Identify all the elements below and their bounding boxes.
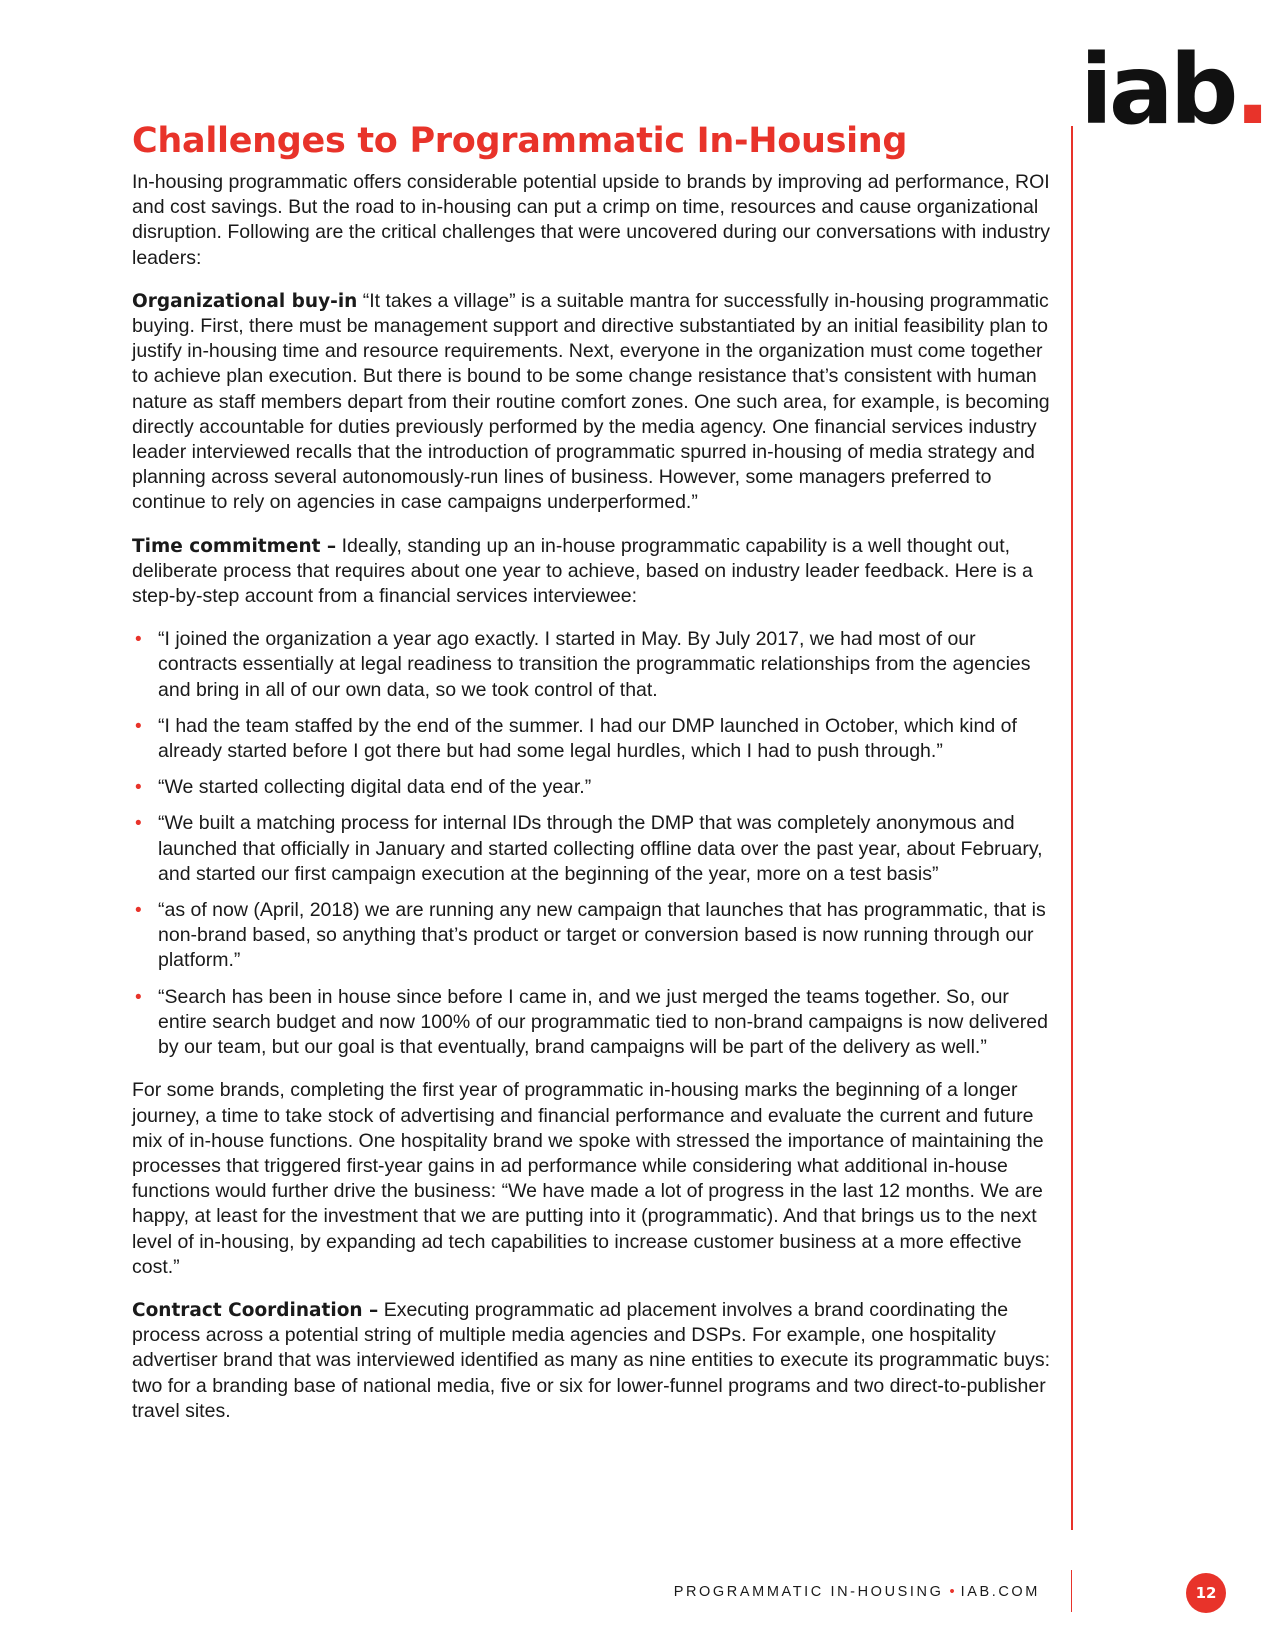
- list-item-text: “as of now (April, 2018) we are running any new campaign that launches that has programmatic, that is non-brand based, so anything that’s product or target or conversion based is now running through our platform.”: [158, 899, 1046, 972]
- footer-title: PROGRAMMATIC IN-HOUSING: [673, 1584, 944, 1600]
- list-item: [132, 811, 1052, 887]
- brands-paragraph: For some brands, completing the first year of programmatic in-housing marks the beginning of a longer journey, a time to take stock of advertising and financial performance and evaluate the current and future mix of in-house functions. One hospitality brand we spoke with stressed the importance of maintaining the processes that triggered first-year gains in ad performance while considering what additional in-house functions would further drive the business: “We have made a lot of progress in the last 12 months. We are happy, at least for the investment that we are putting into it (programmatic). And that brings us to the next level of in-housing, by expanding ad tech capabilities to increase customer business at a more effective cost.”: [132, 1079, 1044, 1278]
- bullet-icon: •: [135, 813, 142, 835]
- interviewee-quotes-list: [132, 627, 1052, 1060]
- contract-coordination-lead: Contract Coordination –: [132, 1299, 379, 1321]
- bullet-icon: •: [135, 777, 142, 799]
- vertical-divider: [1071, 126, 1073, 1530]
- footer-site-link[interactable]: IAB.COM: [960, 1584, 1040, 1600]
- bullet-icon: •: [135, 900, 142, 922]
- footer-divider: [1071, 1570, 1072, 1612]
- list-item: [132, 985, 1052, 1061]
- list-item-text: “We started collecting digital data end of the year.”: [158, 776, 592, 799]
- list-item-text: “We built a matching process for internal IDs through the DMP that was completely anonymous and launched that officially in January and started collecting offline data over the past year, about February, and started our first campaign execution at the beginning of the year, more on a test basis”: [158, 812, 1043, 885]
- footer-separator-icon: •: [949, 1584, 955, 1600]
- page-number-badge: 12: [1186, 1573, 1226, 1613]
- bullet-icon: •: [135, 629, 142, 651]
- org-buyin-lead: Organizational buy-in: [132, 290, 358, 312]
- contract-coordination-text: Executing programmatic ad placement involves a brand coordinating the process across a potential string of multiple media agencies and DSPs. For example, one hospitality advertiser brand that was interviewed identified as many as nine entities to execute its programmatic buys: two for a branding base of national media, five or six for lower-funnel programs and two direct-to-publisher travel sites.: [132, 1298, 1051, 1422]
- intro-paragraph: In-housing programmatic offers considerable potential upside to brands by improving ad performance, ROI and cost savings. But the road to in-housing can put a crimp on time, resources and cause organizational disruption. Following are the critical challenges that were uncovered during our conversations with industry leaders:: [132, 171, 1051, 269]
- list-item-text: “I joined the organization a year ago exactly. I started in May. By July 2017, we had most of our contracts essentially at legal readiness to transition the programmatic relationships from the agencies and bring in all of our own data, so we took control of that.: [158, 628, 1031, 701]
- logo-dot: .: [1234, 34, 1267, 146]
- bullet-icon: •: [135, 715, 142, 737]
- article-body: [132, 118, 1052, 1442]
- bullet-icon: •: [135, 986, 142, 1008]
- time-commitment-lead: Time commitment –: [132, 535, 337, 557]
- list-item-text: “Search has been in house since before I came in, and we just merged the teams together. So, our entire search budget and now 100% of our programmatic tied to non-brand campaigns is now delivered by our team, but our goal is that eventually, brand campaigns will be part of the delivery as well.”: [158, 985, 1048, 1059]
- time-commitment-paragraph: [132, 534, 1052, 610]
- footer-label: [600, 1584, 1040, 1600]
- time-commitment-text: Ideally, standing up an in-house programmatic capability is a well thought out, deliberate process that requires about one year to achieve, based on industry leader feedback. Here is a step-by-step account from a financial services interviewee:: [132, 534, 1033, 608]
- contract-coordination-paragraph: [132, 1298, 1052, 1424]
- iab-logo: [1080, 34, 1267, 146]
- list-item-text: “I had the team staffed by the end of the summer. I had our DMP launched in October, which kind of already started before I got there but had some legal hurdles, which I had to push through.”: [158, 714, 1017, 763]
- list-item: [132, 775, 1052, 800]
- list-item: [132, 627, 1052, 703]
- list-item: [132, 898, 1052, 974]
- page-title: Challenges to Programmatic In-Housing: [132, 121, 908, 161]
- list-item: [132, 714, 1052, 764]
- org-buyin-text: “It takes a village” is a suitable mantra for successfully in-housing programmatic buying. First, there must be management support and directive substantiated by an initial feasibility plan to justify in-housing time and resource requirements. Next, everyone in the organization must come together to achieve plan execution. But there is bound to be some change resistance that’s consistent with human nature as staff members depart from their routine comfort zones. One such area, for example, is becoming directly accountable for duties previously performed by the media agency. One financial services industry leader interviewed recalls that the introduction of programmatic spurred in-housing of media strategy and planning across several autonomously-run lines of business. However, some managers preferred to continue to rely on agencies in case campaigns underperformed.”: [132, 289, 1050, 514]
- logo-text: iab: [1080, 34, 1235, 146]
- org-buyin-paragraph: [132, 289, 1052, 516]
